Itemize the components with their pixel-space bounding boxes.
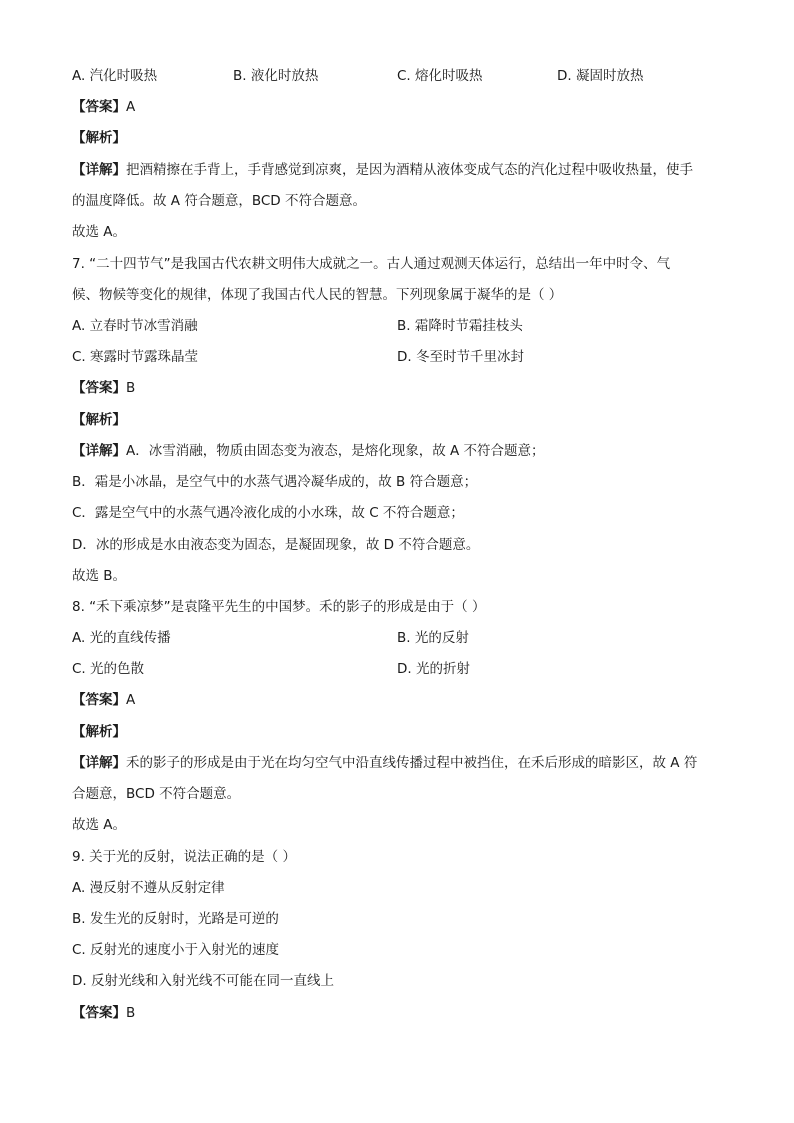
q7-detail-b: B．霜是小冰晶，是空气中的水蒸气遇冷凝华成的，故 B 符合题意； <box>72 474 478 490</box>
answer-value: A <box>126 692 136 708</box>
q7-stem-line1: 7. “二十四节气”是我国古代农耕文明伟大成就之一。古人通过观测天体运行，总结出一年中时令、气 <box>72 256 671 272</box>
q7-option-d: D. 冬至时节千里冰封 <box>397 349 524 365</box>
q9-option-d: D. 反射光线和入射光线不可能在同一直线上 <box>72 973 334 989</box>
q8-option-b: B. 光的反射 <box>397 630 469 646</box>
answer-value: A <box>126 99 136 115</box>
q9-option-c: C. 反射光的速度小于入射光的速度 <box>72 942 280 958</box>
answer-tag: 【答案】 <box>72 1005 126 1021</box>
q6-option-c: C. 熔化时吸热 <box>397 68 483 84</box>
q6-conclusion: 故选 A。 <box>72 224 127 240</box>
q8-detail-line: 【详解】禾的影子的形成是由于光在均匀空气中沿直线传播过程中被挡住，在禾后形成的暗影区，故 A 符 <box>72 755 698 771</box>
q6-option-b: B. 液化时放热 <box>233 68 319 84</box>
answer-value: B <box>126 1005 136 1021</box>
q6-detail-line: 【详解】把酒精擦在手背上，手背感觉到凉爽，是因为酒精从液体变成气态的汽化过程中吸收热量，使手 <box>72 162 693 178</box>
q9-answer-line <box>72 1003 135 1023</box>
q7-analysis-tag: 【解析】 <box>72 412 126 428</box>
detail-tag: 【详解】 <box>72 443 126 459</box>
q7-detail-line: 【详解】A．冰雪消融，物质由固态变为液态，是熔化现象，故 A 不符合题意； <box>72 443 545 459</box>
q8-stem: 8. “禾下乘凉梦”是袁隆平先生的中国梦。禾的影子的形成是由于（ ） <box>72 599 486 615</box>
q6-option-d: D. 凝固时放热 <box>557 68 644 84</box>
q9-option-a: A. 漫反射不遵从反射定律 <box>72 880 225 896</box>
q6-option-a: A. 汽化时吸热 <box>72 68 158 84</box>
q7-option-b: B. 霜降时节霜挂枝头 <box>397 318 523 334</box>
q7-option-c: C. 寒露时节露珠晶莹 <box>72 349 199 365</box>
q8-option-c: C. 光的色散 <box>72 661 145 677</box>
q8-analysis-tag: 【解析】 <box>72 724 126 740</box>
detail-tag: 【详解】 <box>72 162 126 178</box>
q8-option-a: A. 光的直线传播 <box>72 630 171 646</box>
answer-tag: 【答案】 <box>72 692 126 708</box>
q7-answer-line <box>72 378 135 398</box>
q8-detail-line2: 合题意，BCD 不符合题意。 <box>72 786 241 802</box>
q6-analysis-tag: 【解析】 <box>72 130 126 146</box>
answer-tag: 【答案】 <box>72 99 126 115</box>
q8-option-d: D. 光的折射 <box>397 661 470 677</box>
q9-option-b: B. 发生光的反射时，光路是可逆的 <box>72 911 279 927</box>
q7-detail-d: D．冰的形成是水由液态变为固态，是凝固现象，故 D 不符合题意。 <box>72 537 480 553</box>
q7-detail-c: C．露是空气中的水蒸气遇冷液化成的小水珠，故 C 不符合题意； <box>72 505 464 521</box>
q8-conclusion: 故选 A。 <box>72 817 127 833</box>
q6-answer-line <box>72 97 135 117</box>
detail-tag: 【详解】 <box>72 755 126 771</box>
answer-value: B <box>126 380 136 396</box>
q7-stem-line2: 候、物候等变化的规律，体现了我国古代人民的智慧。下列现象属于凝华的是（ ） <box>72 287 563 303</box>
q7-conclusion: 故选 B。 <box>72 568 127 584</box>
q8-answer-line <box>72 690 135 710</box>
answer-tag: 【答案】 <box>72 380 126 396</box>
q6-detail-line2: 的温度降低。故 A 符合题意，BCD 不符合题意。 <box>72 193 366 209</box>
q9-stem: 9. 关于光的反射，说法正确的是（ ） <box>72 849 296 865</box>
q7-option-a: A. 立春时节冰雪消融 <box>72 318 198 334</box>
